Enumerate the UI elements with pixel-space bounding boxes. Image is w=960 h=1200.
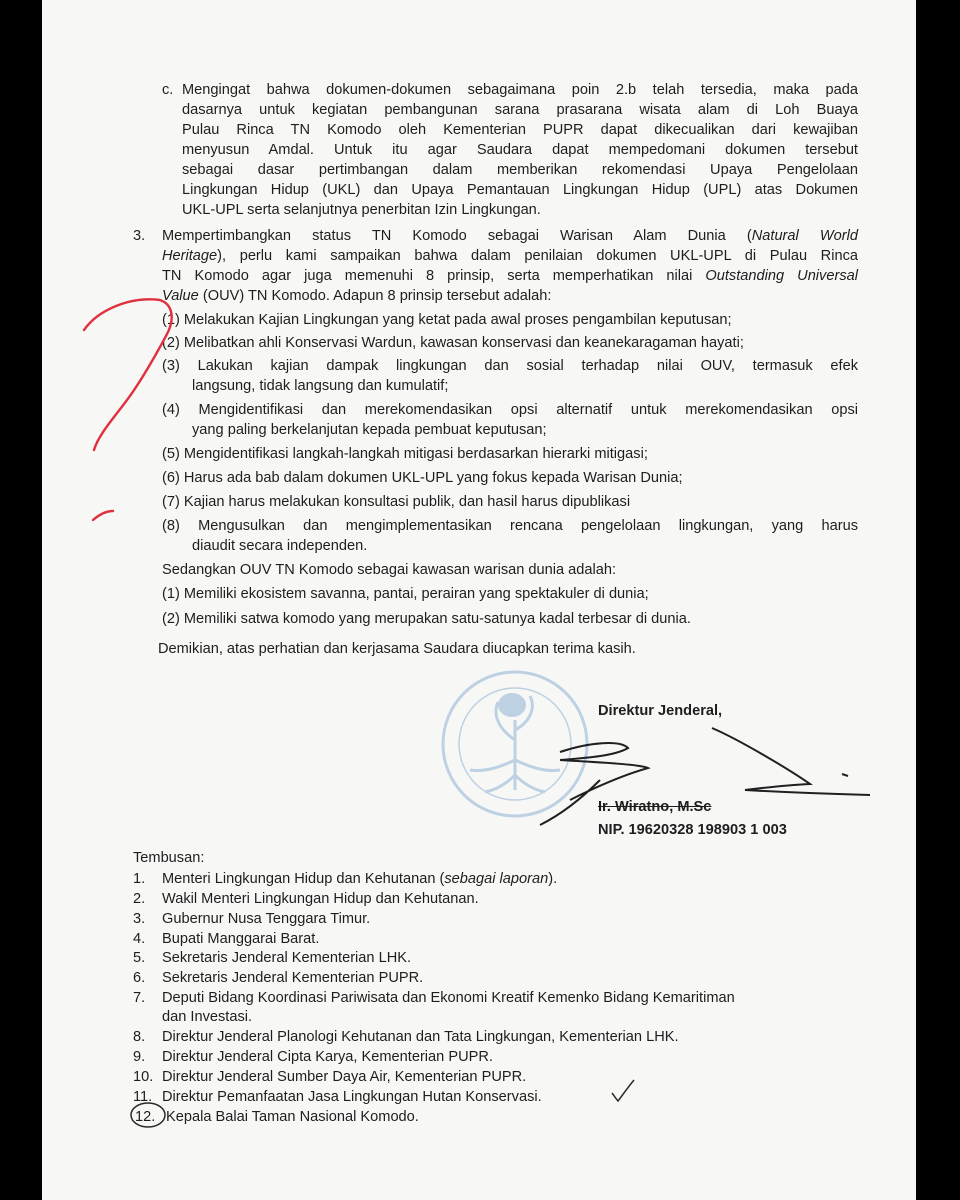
item-3-line-3: TN Komodo agar juga memenuhi 8 prinsip, serta memperhatikan nilai Outstanding Universal <box>162 268 858 284</box>
principle-3: (3) Lakukan kajian dampak lingkungan dan sosial terhadap nilai OUV, termasuk efek <box>162 358 858 374</box>
principle-8: (8) Mengusulkan dan mengimplementasikan rencana pengelolaan lingkungan, yang harus <box>162 518 858 534</box>
item-c-line-5: sebagai dasar pertimbangan dalam memberikan rekomendasi Upaya Pengelolaan <box>182 162 858 178</box>
cc-item-6: Sekretaris Jenderal Kementerian PUPR. <box>162 970 424 986</box>
signatory-name: Ir. Wiratno, M.Sc <box>598 799 712 815</box>
principle-8-continued: diaudit secara independen. <box>192 538 368 554</box>
item-c-line-3: Pulau Rinca TN Komodo oleh Kementerian PUPR dapat dikecualikan dari kewajiban <box>182 122 858 138</box>
cc-number: 5. <box>133 950 146 966</box>
cc-number: 9. <box>133 1049 146 1065</box>
cc-number: 6. <box>133 970 146 986</box>
cc-number: 4. <box>133 931 146 947</box>
cc-item-10: Direktur Jenderal Sumber Daya Air, Kementerian PUPR. <box>162 1069 527 1085</box>
cc-number: 1. <box>133 871 146 887</box>
item-3-line-2: Heritage), perlu kami sampaikan bahwa dalam penilaian dokumen UKL-UPL di Pulau Rinca <box>162 248 858 264</box>
official-seal <box>443 672 587 816</box>
item-c-line-4: menyusun Amdal. Untuk itu agar Saudara dapat mempedomani dokumen tersebut <box>182 142 858 158</box>
principle-5: (5) Mengidentifikasi langkah-langkah mitigasi berdasarkan hierarki mitigasi; <box>162 446 648 462</box>
ouv-intro: Sedangkan OUV TN Komodo sebagai kawasan warisan dunia adalah: <box>162 562 617 578</box>
principle-7: (7) Kajian harus melakukan konsultasi publik, dan hasil harus dipublikasi <box>162 494 631 510</box>
principle-3-continued: langsung, tidak langsung dan kumulatif; <box>192 378 449 394</box>
principle-4: (4) Mengidentifikasi dan merekomendasikan opsi alternatif untuk merekomendasikan opsi <box>162 402 858 418</box>
closing-sentence: Demikian, atas perhatian dan kerjasama Saudara diucapkan terima kasih. <box>158 641 636 657</box>
cc-item-5: Sekretaris Jenderal Kementerian LHK. <box>162 950 412 966</box>
cc-number: 12. <box>135 1109 156 1125</box>
cc-item-3: Gubernur Nusa Tenggara Timur. <box>162 911 371 927</box>
item-c-line-1: Mengingat bahwa dokumen-dokumen sebagaimana poin 2.b telah tersedia, maka pada <box>182 82 858 98</box>
cc-number: 11. <box>133 1089 153 1105</box>
cc-item-12: Kepala Balai Taman Nasional Komodo. <box>166 1109 419 1125</box>
item-c-line-2: dasarnya untuk kegiatan pembangunan sarana prasarana wisata alam di Loh Buaya <box>182 102 858 118</box>
ouv-item-1: (1) Memiliki ekosistem savanna, pantai, perairan yang spektakuler di dunia; <box>162 586 649 602</box>
item-3-marker: 3. <box>133 228 146 244</box>
principle-4-continued: yang paling berkelanjutan kepada pembuat keputusan; <box>192 422 547 438</box>
cc-item-7-continued: dan Investasi. <box>162 1009 253 1025</box>
cc-number: 8. <box>133 1029 146 1045</box>
cc-item-7: Deputi Bidang Koordinasi Pariwisata dan Ekonomi Kreatif Kemenko Bidang Kemaritiman <box>162 990 735 1006</box>
principle-2: (2) Melibatkan ahli Konservasi Wardun, kawasan konservasi dan keanekaragaman hayati; <box>162 335 744 351</box>
ouv-item-2: (2) Memiliki satwa komodo yang merupakan satu-satunya kadal terbesar di dunia. <box>162 611 691 627</box>
cc-number: 3. <box>133 911 146 927</box>
item-3-line-4: Value (OUV) TN Komodo. Adapun 8 prinsip tersebut adalah: <box>162 288 552 304</box>
red-annotation-marks <box>84 299 172 520</box>
cc-item-1: Menteri Lingkungan Hidup dan Kehutanan (sebagai laporan). <box>162 871 558 887</box>
item-3-line-1: Mempertimbangkan status TN Komodo sebagai Warisan Alam Dunia (Natural World <box>162 228 858 244</box>
cc-item-4: Bupati Manggarai Barat. <box>162 931 320 947</box>
cc-item-8: Direktur Jenderal Planologi Kehutanan dan Tata Lingkungan, Kementerian LHK. <box>162 1029 679 1045</box>
item-c-line-7: UKL-UPL serta selanjutnya penerbitan Izin Lingkungan. <box>182 202 541 218</box>
item-c-marker: c. <box>162 82 174 98</box>
cc-item-2: Wakil Menteri Lingkungan Hidup dan Kehutanan. <box>162 891 479 907</box>
cc-number: 10. <box>133 1069 154 1085</box>
item-c-line-6: Lingkungan Hidup (UKL) dan Upaya Pemantauan Lingkungan Hidup (UPL) atas Dokumen <box>182 182 858 198</box>
cc-heading: Tembusan: <box>133 850 205 866</box>
principle-1: (1) Melakukan Kajian Lingkungan yang ketat pada awal proses pengambilan keputusan; <box>162 312 732 328</box>
signatory-nip: NIP. 19620328 198903 1 003 <box>598 822 787 838</box>
cc-item-9: Direktur Jenderal Cipta Karya, Kementerian PUPR. <box>162 1049 493 1065</box>
cc-number: 7. <box>133 990 146 1006</box>
cc-item-11: Direktur Pemanfaatan Jasa Lingkungan Hutan Konservasi. <box>162 1089 542 1105</box>
cc-number: 2. <box>133 891 146 907</box>
signatory-title: Direktur Jenderal, <box>598 703 723 719</box>
principle-6: (6) Harus ada bab dalam dokumen UKL-UPL yang fokus kepada Warisan Dunia; <box>162 470 683 486</box>
